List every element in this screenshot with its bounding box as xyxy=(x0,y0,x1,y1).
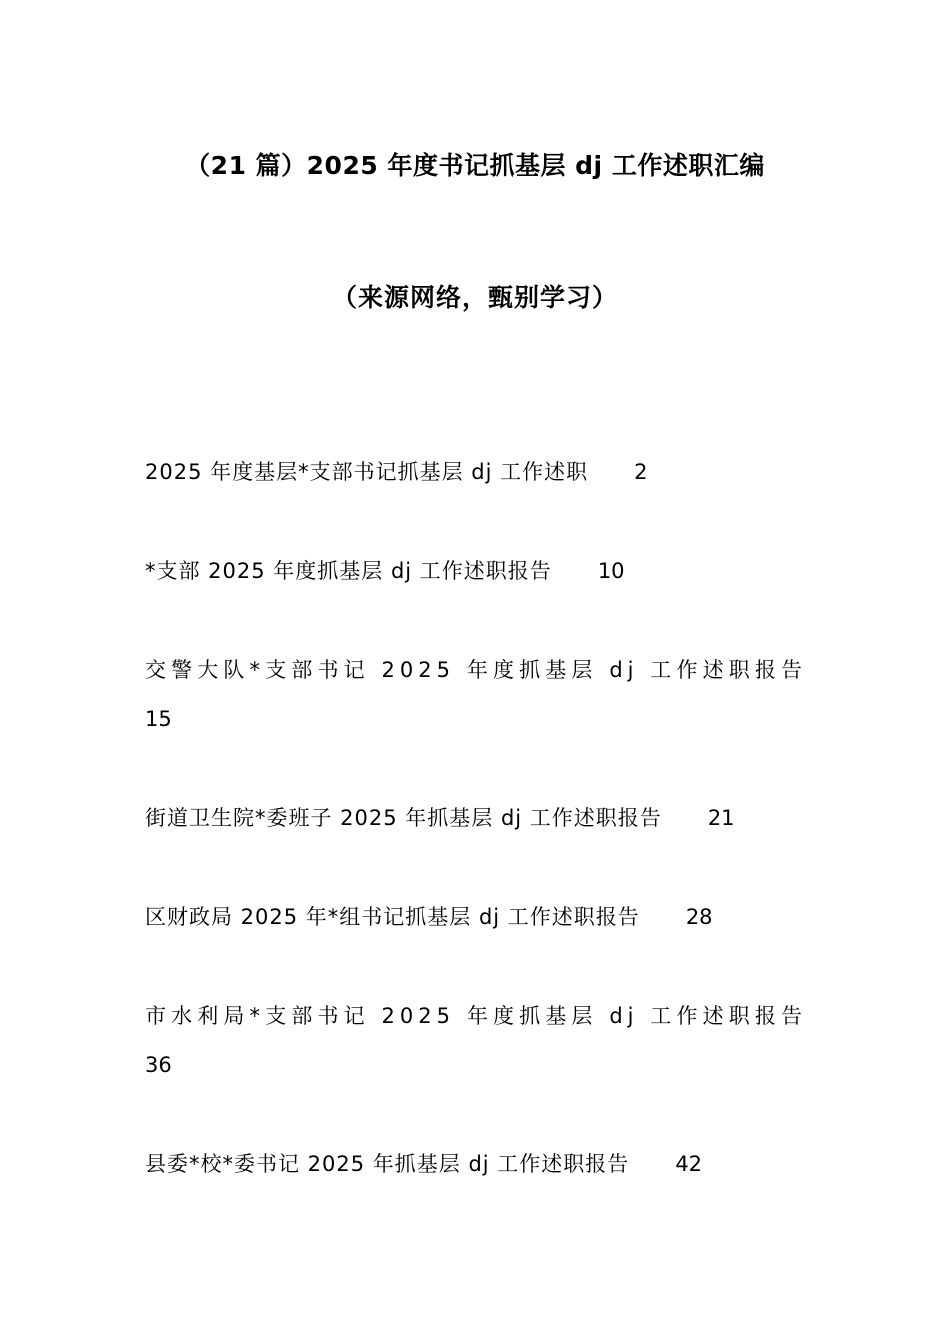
toc-entry-page: 10 xyxy=(597,559,625,583)
toc-entry-page: 2 xyxy=(634,460,648,484)
toc-entry-page: 42 xyxy=(675,1152,703,1176)
toc-entry-page: 36 xyxy=(145,1053,172,1077)
toc-entry-page: 21 xyxy=(707,806,735,830)
document-title: （21 篇）2025 年度书记抓基层 dj 工作述职汇编 xyxy=(185,151,765,180)
table-of-contents xyxy=(145,448,807,1239)
toc-entry[interactable] xyxy=(145,794,807,843)
toc-entry-page: 15 xyxy=(145,707,172,731)
toc-entry-title: *支部 2025 年度抓基层 dj 工作述职报告 xyxy=(145,559,552,583)
toc-entry-title: 县委*校*委书记 2025 年抓基层 dj 工作述职报告 xyxy=(145,1152,630,1176)
toc-entry[interactable] xyxy=(145,448,807,497)
toc-entry-title: 街道卫生院*委班子 2025 年抓基层 dj 工作述职报告 xyxy=(145,806,662,830)
toc-entry-title: 交警大队*支部书记 2025 年度抓基层 dj 工作述职报告 xyxy=(145,658,807,682)
toc-entry-page: 28 xyxy=(685,905,713,929)
toc-entry[interactable] xyxy=(145,893,807,942)
document-subtitle: （来源网络，甄别学习） xyxy=(331,283,618,312)
toc-entry[interactable] xyxy=(145,1140,807,1189)
toc-entry[interactable] xyxy=(145,547,807,596)
toc-entry[interactable] xyxy=(145,992,807,1090)
toc-entry[interactable] xyxy=(145,646,807,744)
toc-entry-title: 市水利局*支部书记 2025 年度抓基层 dj 工作述职报告 xyxy=(145,1004,807,1028)
toc-entry-title: 区财政局 2025 年*组书记抓基层 dj 工作述职报告 xyxy=(145,905,640,929)
toc-entry-title: 2025 年度基层*支部书记抓基层 dj 工作述职 xyxy=(145,460,589,484)
